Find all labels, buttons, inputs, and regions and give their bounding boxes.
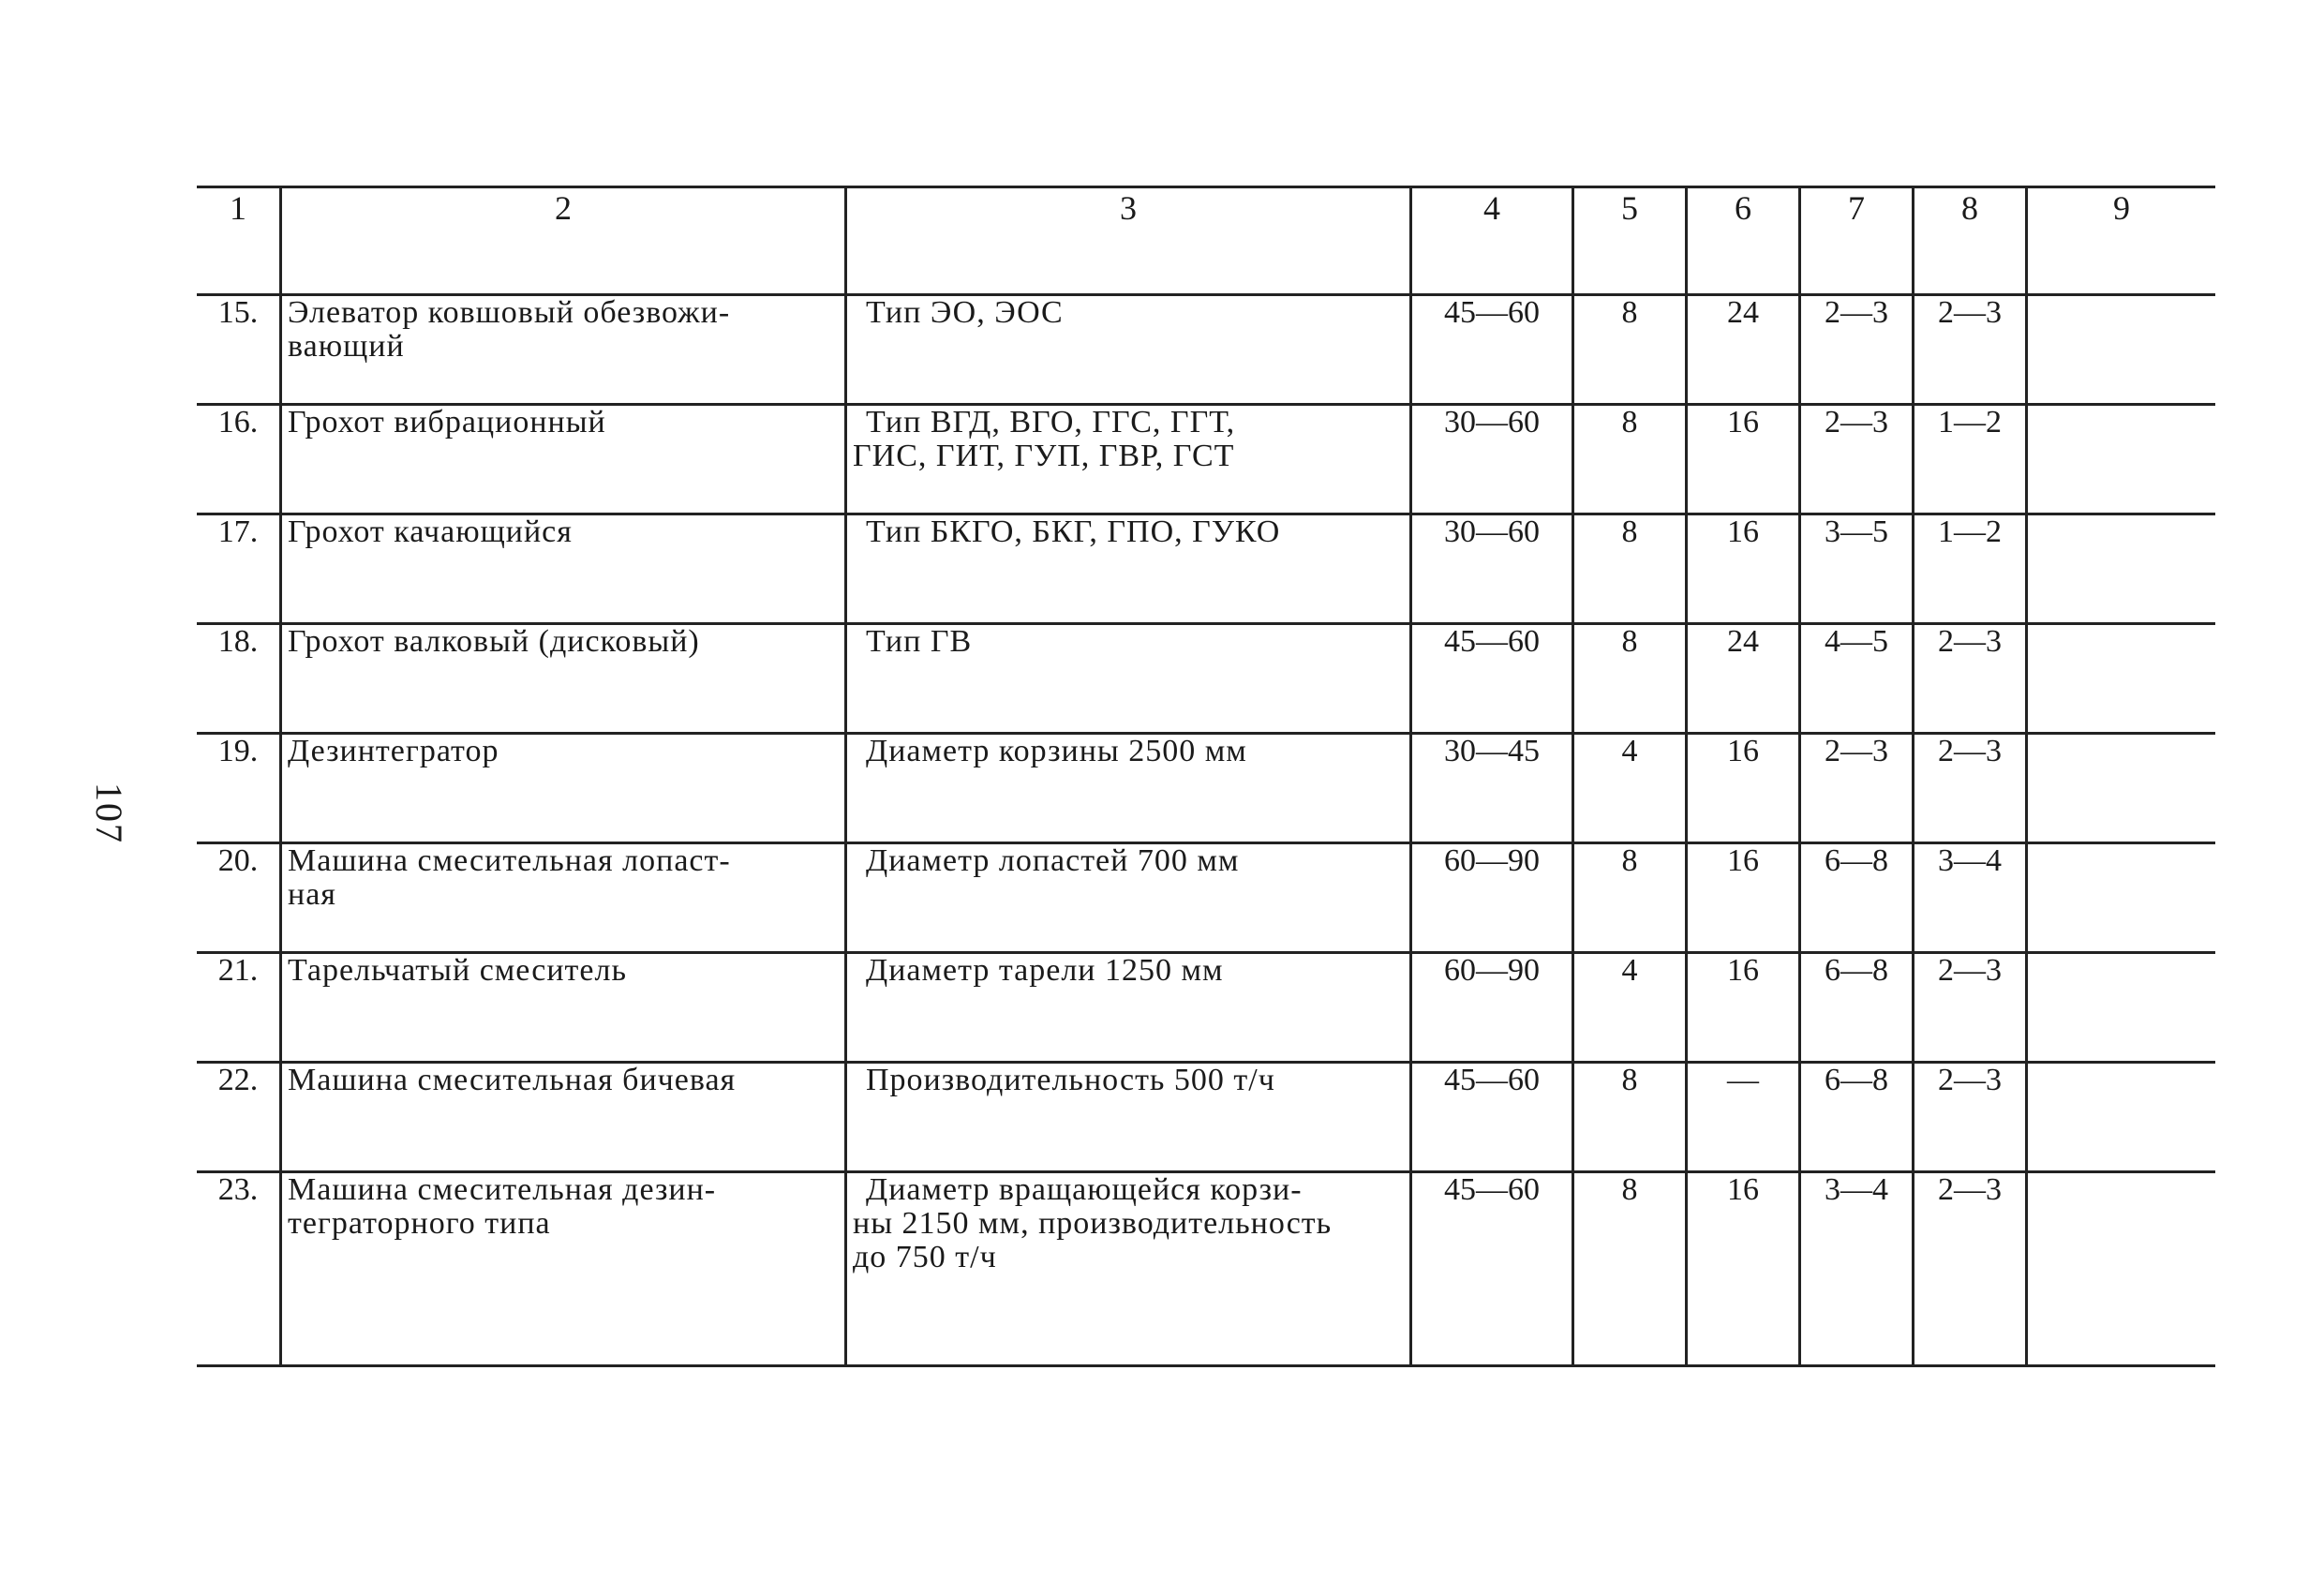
equipment-name-cell [281, 405, 846, 514]
row-number-cell: 23. [197, 1172, 281, 1366]
equipment-name-line: Грохот качающийся [288, 514, 573, 549]
specification-line: Диаметр лопастей 700 мм [866, 843, 1240, 878]
equipment-name-cell [281, 295, 846, 405]
row-number-cell: 17. [197, 514, 281, 624]
value-cell-9 [2027, 405, 2216, 514]
value-cell-9 [2027, 1063, 2216, 1172]
value-cell-5: 8 [1573, 843, 1687, 953]
specification-line: ГИС, ГИТ, ГУП, ГВР, ГСТ [853, 439, 1235, 473]
value-cell-4: 30—60 [1411, 514, 1573, 624]
specification-line: до 750 т/ч [853, 1240, 997, 1274]
value-cell-8: 1—2 [1914, 405, 2027, 514]
value-cell-8: 2—3 [1914, 624, 2027, 734]
row-number-cell: 21. [197, 953, 281, 1063]
value-cell-4: 60—90 [1411, 953, 1573, 1063]
page-number: 107 [88, 782, 130, 844]
value-cell-9 [2027, 1172, 2216, 1366]
value-cell-8: 2—3 [1914, 1172, 2027, 1366]
value-cell-4: 45—60 [1411, 624, 1573, 734]
value-cell-5: 8 [1573, 1063, 1687, 1172]
specification-cell [846, 295, 1411, 405]
value-cell-6: 16 [1687, 734, 1800, 843]
value-cell-7: 2—3 [1800, 295, 1914, 405]
table-row [197, 1063, 2215, 1172]
equipment-name-line: Машина смесительная дезин- [288, 1172, 717, 1207]
value-cell-5: 4 [1573, 953, 1687, 1063]
value-cell-7: 3—4 [1800, 1172, 1914, 1366]
value-cell-6: 16 [1687, 953, 1800, 1063]
value-cell-7: 2—3 [1800, 405, 1914, 514]
value-cell-9 [2027, 514, 2216, 624]
specification-cell [846, 624, 1411, 734]
equipment-name-line: вающий [288, 329, 405, 364]
value-cell-5: 8 [1573, 295, 1687, 405]
value-cell-7: 6—8 [1800, 1063, 1914, 1172]
value-cell-9 [2027, 295, 2216, 405]
table-row [197, 295, 2215, 405]
header-cell: 9 [2027, 187, 2216, 295]
table-row [197, 734, 2215, 843]
value-cell-9 [2027, 843, 2216, 953]
equipment-table [197, 186, 2215, 1367]
header-cell: 1 [197, 187, 281, 295]
value-cell-8: 2—3 [1914, 295, 2027, 405]
value-cell-6: 16 [1687, 1172, 1800, 1366]
header-cell: 4 [1411, 187, 1573, 295]
value-cell-8: 1—2 [1914, 514, 2027, 624]
specification-cell [846, 953, 1411, 1063]
equipment-name-cell [281, 1172, 846, 1366]
specification-cell [846, 514, 1411, 624]
header-cell: 7 [1800, 187, 1914, 295]
equipment-name-cell [281, 514, 846, 624]
table-row [197, 514, 2215, 624]
specification-cell [846, 1172, 1411, 1366]
equipment-name-line: теграторного типа [288, 1206, 551, 1241]
specification-line: Диаметр корзины 2500 мм [866, 734, 1247, 768]
value-cell-8: 3—4 [1914, 843, 2027, 953]
row-number-cell: 15. [197, 295, 281, 405]
value-cell-9 [2027, 953, 2216, 1063]
specification-line: Тип ГВ [866, 624, 973, 659]
equipment-name-line: Дезинтегратор [288, 734, 499, 768]
table-row [197, 405, 2215, 514]
header-cell: 5 [1573, 187, 1687, 295]
row-number-cell: 19. [197, 734, 281, 843]
value-cell-6: 24 [1687, 624, 1800, 734]
value-cell-7: 6—8 [1800, 953, 1914, 1063]
value-cell-6: 24 [1687, 295, 1800, 405]
equipment-name-cell [281, 624, 846, 734]
specification-cell [846, 734, 1411, 843]
row-number-cell: 20. [197, 843, 281, 953]
value-cell-7: 3—5 [1800, 514, 1914, 624]
value-cell-5: 8 [1573, 514, 1687, 624]
value-cell-6: 16 [1687, 405, 1800, 514]
equipment-name-cell [281, 953, 846, 1063]
equipment-name-line: Грохот вибрационный [288, 405, 606, 439]
value-cell-7: 4—5 [1800, 624, 1914, 734]
specification-line: Тип ЭО, ЭОС [866, 295, 1064, 330]
row-number-cell: 18. [197, 624, 281, 734]
equipment-name-cell [281, 734, 846, 843]
header-cell: 3 [846, 187, 1411, 295]
value-cell-6: 16 [1687, 843, 1800, 953]
equipment-name-line: Тарельчатый смеситель [288, 953, 627, 988]
value-cell-5: 8 [1573, 405, 1687, 514]
table-row [197, 843, 2215, 953]
header-cell: 6 [1687, 187, 1800, 295]
value-cell-4: 30—45 [1411, 734, 1573, 843]
row-number-cell: 16. [197, 405, 281, 514]
equipment-name-line: Элеватор ковшовый обезвожи- [288, 295, 731, 330]
value-cell-4: 30—60 [1411, 405, 1573, 514]
specification-line: Производительность 500 т/ч [866, 1063, 1275, 1097]
specification-line: Диаметр вращающейся корзи- [866, 1172, 1303, 1207]
value-cell-6: — [1687, 1063, 1800, 1172]
table-header-row [197, 187, 2215, 295]
equipment-name-line: Машина смесительная лопаст- [288, 843, 731, 878]
specification-line: Тип ВГД, ВГО, ГГС, ГГТ, [866, 405, 1236, 439]
header-cell: 2 [281, 187, 846, 295]
equipment-name-line: Грохот валковый (дисковый) [288, 624, 700, 659]
value-cell-9 [2027, 624, 2216, 734]
equipment-name-line: ная [288, 877, 336, 912]
table-row [197, 1172, 2215, 1366]
specification-line: Диаметр тарели 1250 мм [866, 953, 1224, 988]
equipment-name-cell [281, 1063, 846, 1172]
value-cell-8: 2—3 [1914, 734, 2027, 843]
value-cell-4: 45—60 [1411, 1172, 1573, 1366]
header-cell: 8 [1914, 187, 2027, 295]
value-cell-8: 2—3 [1914, 1063, 2027, 1172]
value-cell-8: 2—3 [1914, 953, 2027, 1063]
value-cell-4: 60—90 [1411, 843, 1573, 953]
value-cell-5: 8 [1573, 1172, 1687, 1366]
value-cell-5: 4 [1573, 734, 1687, 843]
value-cell-6: 16 [1687, 514, 1800, 624]
value-cell-4: 45—60 [1411, 1063, 1573, 1172]
table-row [197, 953, 2215, 1063]
row-number-cell: 22. [197, 1063, 281, 1172]
equipment-name-line: Машина смесительная бичевая [288, 1063, 737, 1097]
specification-line: Тип БКГО, БКГ, ГПО, ГУКО [866, 514, 1281, 549]
table-row [197, 624, 2215, 734]
value-cell-9 [2027, 734, 2216, 843]
specification-cell [846, 843, 1411, 953]
specification-cell [846, 1063, 1411, 1172]
specification-line: ны 2150 мм, производительность [853, 1206, 1333, 1241]
value-cell-7: 2—3 [1800, 734, 1914, 843]
value-cell-5: 8 [1573, 624, 1687, 734]
specification-cell [846, 405, 1411, 514]
value-cell-7: 6—8 [1800, 843, 1914, 953]
equipment-name-cell [281, 843, 846, 953]
value-cell-4: 45—60 [1411, 295, 1573, 405]
